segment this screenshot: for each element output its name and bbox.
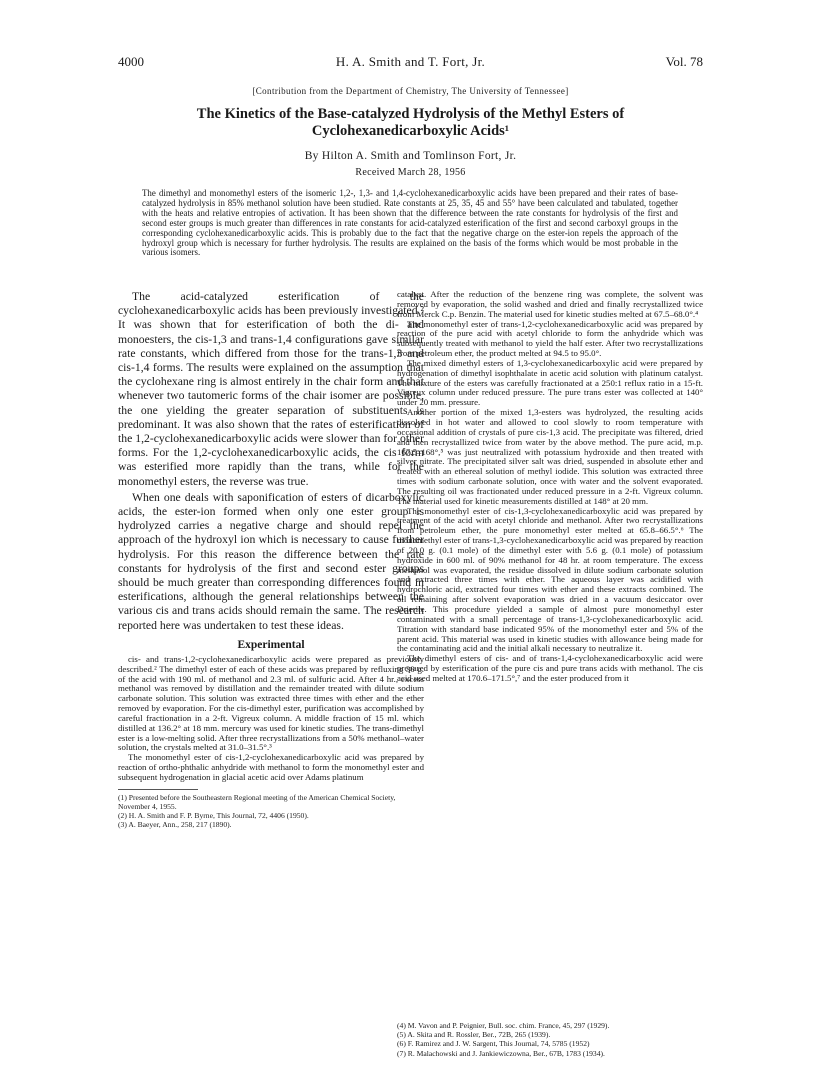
footnote: (7) R. Malachowski and J. Jankiewiczowna, Ber., 67B, 1783 (1934). [397,1048,605,1058]
abstract: The dimethyl and monomethyl esters of the isomeric 1,2-, 1,3- and 1,4-cyclohexanedicarboxylic acids have been prepared and their rates of base-catalyzed hydrolysis in 85% methanol solution have been studied. Rate constants at 25, 35, 45 and 55° have been calculated and tabulated, together with the heats and relative entropies of activation. It has been shown that the difference between the rate constants for hydrolysis of the first and second ester groups is much greater than differences in rate constants for acid-catalyzed esterification of the first and second carboxyl groups in the corresponding cyclohexanedicarboxylic acids. This is probably due to the fact that the negative charge on the ester-ion repels the approach of the hydroxyl group which is necessary for further hydrolysis. The results are explained on the basis of the forms which would be most probable in the various isomers. [142,188,678,258]
footnote: (5) A. Skita and R. Rossler, Ber., 72B, 265 (1939). [397,1030,551,1040]
right-column [397,290,703,684]
footnote: (6) F. Ramirez and J. W. Sargent, This Journal, 74, 5785 (1952) [397,1039,590,1049]
footnote: (1) Presented before the Southeastern Regional meeting of the American Chemical Society, November 4, 1955. [118,792,396,812]
right-footnotes [397,1021,703,1058]
article-title: The Kinetics of the Base-catalyzed Hydrolysis of the Methyl Esters of Cyclohexanedicarboxylic Acids¹ [196,106,625,139]
authors-line: By Hilton A. Smith and Tomlinson Fort, Jr. [304,150,517,162]
experimental-paragraph: The mixed dimethyl esters of 1,3-cyclohexanedicarboxylic acid were prepared by hydrogenation of dimethyl isophthalate in acetic acid solution with platinum catalyst. The mixture of the esters was carefully fractionated at a 250:1 reflux ratio in a 15-ft. Vigreux column under reduced pressure. The pure trans ester was collected at 140° under 20 mm. pressure. [397,357,703,408]
volume-label: Vol. 78 [665,54,703,69]
experimental-paragraph: catalyst. After the reduction of the benzene ring was complete, the solvent was removed by evaporation, the solid washed and dried and finally recrystallized twice from Merck C.p. Benzin. The material used for kinetic studies melted at 67.5–68.0°.⁴ [397,289,703,319]
left-column [118,290,424,830]
footnote: (2) H. A. Smith and F. P. Byrne, This Journal, 72, 4406 (1950). [118,811,309,821]
intro-paragraph-2: When one deals with saponification of esters of dicarboxylic acids, the ester-ion formed when only one ester group is hydrolyzed carries a negative charge and should repel the approach of the hydroxyl ion which is necessary to cause further hydrolysis. For this reason the difference between the rate constants for hydrolysis of the first and second ester groups should be much greater than corresponding differences found in esterifications, although the general relationships between the various cis and trans acids should remain the same. The research reported here was undertaken to test these ideas. [118,490,424,632]
footnote: (4) M. Vavon and P. Peignier, Bull. soc. chim. France, 45, 297 (1929). [397,1021,610,1030]
experimental-paragraph: The monomethyl ester of cis-1,3-cyclohexanedicarboxylic acid was prepared by treatment of the acid with acetyl chloride and methanol. After two recrystallizations from petroleum ether, the pure monomethyl ester melted at 65.8–66.5°.⁶ The monomethyl ester of trans-1,3-cyclohexanedicarboxylic acid was prepared by reaction of 20.0 g. (0.1 mole) of the dimethyl ester with 5.6 g. (0.1 mole) of potassium hydroxide in 600 ml. of 90% methanol for 48 hr. at room temperature. The excess methanol was evaporated, the residue dissolved in dilute sodium carbonate solution and extracted three times with ether. The aqueous layer was acidified with hydrochloric acid, extracted four times with ether and these extracts combined. The oil remaining after solvent evaporation was dried in a vacuum desiccator over Drierite. This procedure yielded a sample of almost pure monomethyl ester contaminated with a small percentage of trans-1,3-cyclohexanedicarboxylic acid. Titration with standard base indicated 95% of the monomethyl ester and 5% of the parent acid. This material was used in kinetic studies with allowance being made for the contaminating acid and the initial alkali necessary to neutralize it. [397,505,703,654]
page-number: 4000 [118,54,144,69]
contribution-line: [Contribution from the Department of Chemistry, The University of Tennessee] [252,86,569,96]
received-date: Received March 28, 1956 [355,167,466,178]
intro-paragraph-1: The acid-catalyzed esterification of the cyclohexanedicarboxylic acids has been previously investigated.² It was shown that for esterification of both the di- and monoesters, the cis-1,3 and trans-1,4 configurations gave similar rate constants, which differed from those for the trans-1,3 and cis-1,4 forms. The results were explained on the assumption that the cyclohexane ring is almost entirely in the chair form and that whenever two tautomeric forms of the chair isomer are possible, the one yielding the greater separation of substituents is predominant. It was also shown that the rates of esterification of the 1,2-cyclohexanedicarboxylic acids were slower than for other forms. For the 1,2-cyclohexanedicarboxylic acids, the cis form was esterified more rapidly than the trans, while for the monomethyl esters, the reverse was true. [118,290,424,488]
footnote: (3) A. Baeyer, Ann., 258, 217 (1890). [118,820,232,830]
experimental-heading: Experimental [237,638,305,651]
experimental-paragraph: The dimethyl esters of cis- and of trans-1,4-cyclohexanedicarboxylic acid were prepared by esterification of the pure cis and pure trans acids with methanol. The cis acid used melted at 170.6–171.5°,⁷ and the ester produced from it [397,653,703,683]
experimental-paragraph-1: cis- and trans-1,2-cyclohexanedicarboxylic acids were prepared as previously described.² The dimethyl ester of each of these acids was prepared by refluxing 30 g. of the acid with 190 ml. of methanol and 2.3 ml. of sulfuric acid. After 4 hr., excess methanol was removed by distillation and the remainder treated with dilute sodium carbonate solution. This solution was extracted three times with ether and the ether removed by evaporation. For the cis-dimethyl ester, purification was accomplished by careful fractionation in a 2-ft. Vigreux column. A middle fraction of 15 ml. which distilled at 136.2° at 18 mm. mercury was used for kinetic studies. The trans-dimethyl ester is a low-melting solid. After three recrystallizations from a 50% methanol–water solution, the crystals melted at 31.0–31.5°.³ [118,653,424,753]
experimental-paragraph-2: The monomethyl ester of cis-1,2-cyclohexanedicarboxylic acid was prepared by reaction of ortho-phthalic anhydride with methanol to form the monomethyl ester and subsequent hydrogenation in glacial acetic acid over Adams platinum [118,752,424,782]
footnote-rule [118,789,198,790]
running-title: H. A. Smith and T. Fort, Jr. [335,54,486,69]
experimental-paragraph: The monomethyl ester of trans-1,2-cyclohexanedicarboxylic acid was prepared by reaction of the pure acid with acetyl chloride to form the anhydride which was subsequently treated with methanol to yield the half ester. After two recrystallizations from petroleum ether, the product melted at 94.5 to 95.0°. [397,318,703,359]
experimental-paragraph: Another portion of the mixed 1,3-esters was hydrolyzed, the resulting acids dissolved in hot water and allowed to cool slowly to room temperature with occasional addition of crystals of pure cis-1,3 acid. The precipitate was filtered, dried and then recrystallized twice from water by the above method. The pure acid, m.p. 167.5–168°,⁵ was just neutralized with potassium hydroxide and then treated with silver nitrate. The precipitated silver salt was dried, suspended in absolute ether and treated with an ethereal solution of methyl iodide. This solution was extracted three times with sodium carbonate solution, once with water and the solvent evaporated. The resulting oil was fractionated under reduced pressure in a 2-ft. Vigreux column. The material used for kinetic measurements distilled at 148° at 20 mm. [397,407,703,506]
